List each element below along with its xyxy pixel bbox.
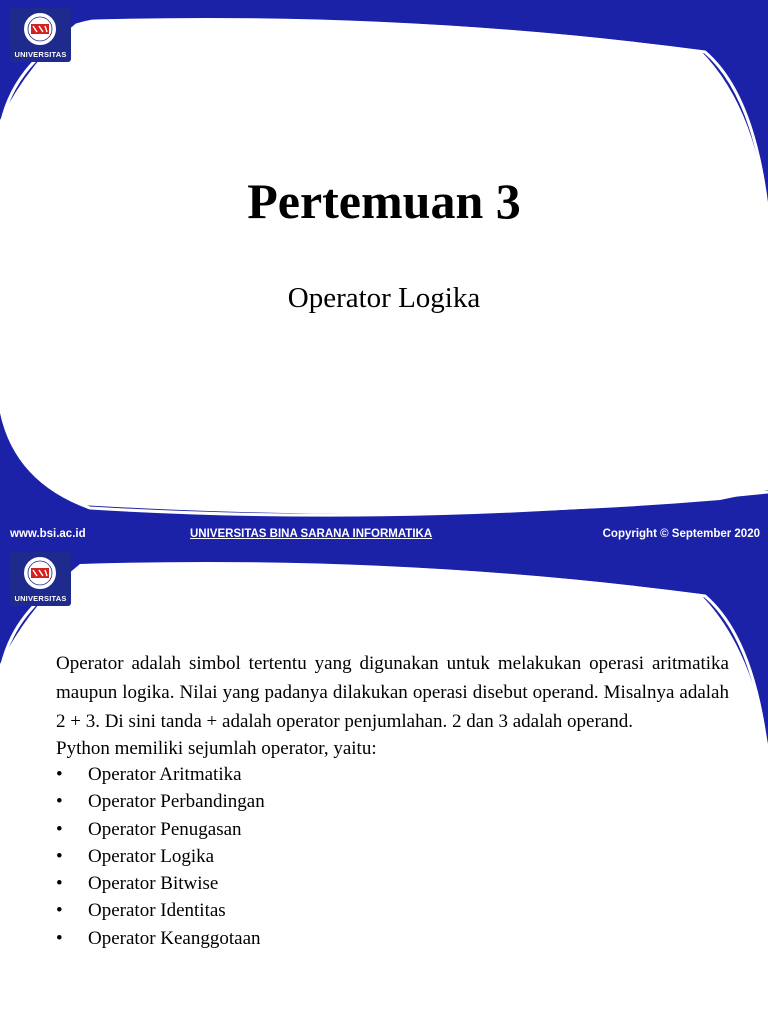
logo-label: UNIVERSITAS xyxy=(14,50,67,59)
list-item xyxy=(56,788,729,815)
emblem-icon xyxy=(20,555,60,591)
operator-list-lead: Python memiliki sejumlah operator, yaitu: xyxy=(56,738,377,759)
bullet-icon: • xyxy=(56,818,63,840)
list-item xyxy=(56,816,729,843)
footer-copyright: Copyright © September 2020 xyxy=(602,528,760,540)
list-item-label: Operator Bitwise xyxy=(88,873,219,895)
list-item-label: Operator Identitas xyxy=(88,900,226,922)
list-item-label: Operator Keanggotaan xyxy=(88,927,261,949)
list-item xyxy=(56,761,729,788)
slide-body xyxy=(56,649,729,952)
list-item xyxy=(56,925,729,952)
bullet-icon: • xyxy=(56,873,63,895)
university-logo xyxy=(10,8,71,62)
slide-title: Pertemuan 3 xyxy=(247,173,521,229)
university-logo xyxy=(10,552,71,606)
intro-paragraph: Operator adalah simbol tertentu yang digunakan untuk melakukan operasi aritmatika maupun logika. Nilai yang padanya dilakukan operasi disebut operand. Misalnya adalah 2 + 3. Di sini tanda + adalah operator penjumlahan. 2 dan 3 adalah operand. xyxy=(56,653,729,732)
bullet-icon: • xyxy=(56,791,63,813)
footer-institution-link[interactable]: UNIVERSITAS BINA SARANA INFORMATIKA xyxy=(190,528,433,540)
content-slide xyxy=(0,544,768,1024)
list-item-label: Operator Perbandingan xyxy=(88,791,265,813)
list-item xyxy=(56,897,729,924)
bullet-icon: • xyxy=(56,845,63,867)
emblem-icon xyxy=(20,11,60,47)
bullet-icon: • xyxy=(56,764,63,785)
list-item-label: Operator Logika xyxy=(88,845,215,867)
list-item xyxy=(56,843,729,870)
list-item-label: Operator Aritmatika xyxy=(88,764,242,785)
logo-label: UNIVERSITAS xyxy=(14,594,67,603)
footer-bar xyxy=(0,524,768,544)
slide-subtitle: Operator Logika xyxy=(287,282,481,314)
footer-website-link[interactable]: www.bsi.ac.id xyxy=(10,528,86,540)
bullet-icon: • xyxy=(56,900,63,922)
list-item xyxy=(56,870,729,897)
operator-list xyxy=(56,761,729,952)
list-item-label: Operator Penugasan xyxy=(88,818,242,840)
bullet-icon: • xyxy=(56,927,63,949)
